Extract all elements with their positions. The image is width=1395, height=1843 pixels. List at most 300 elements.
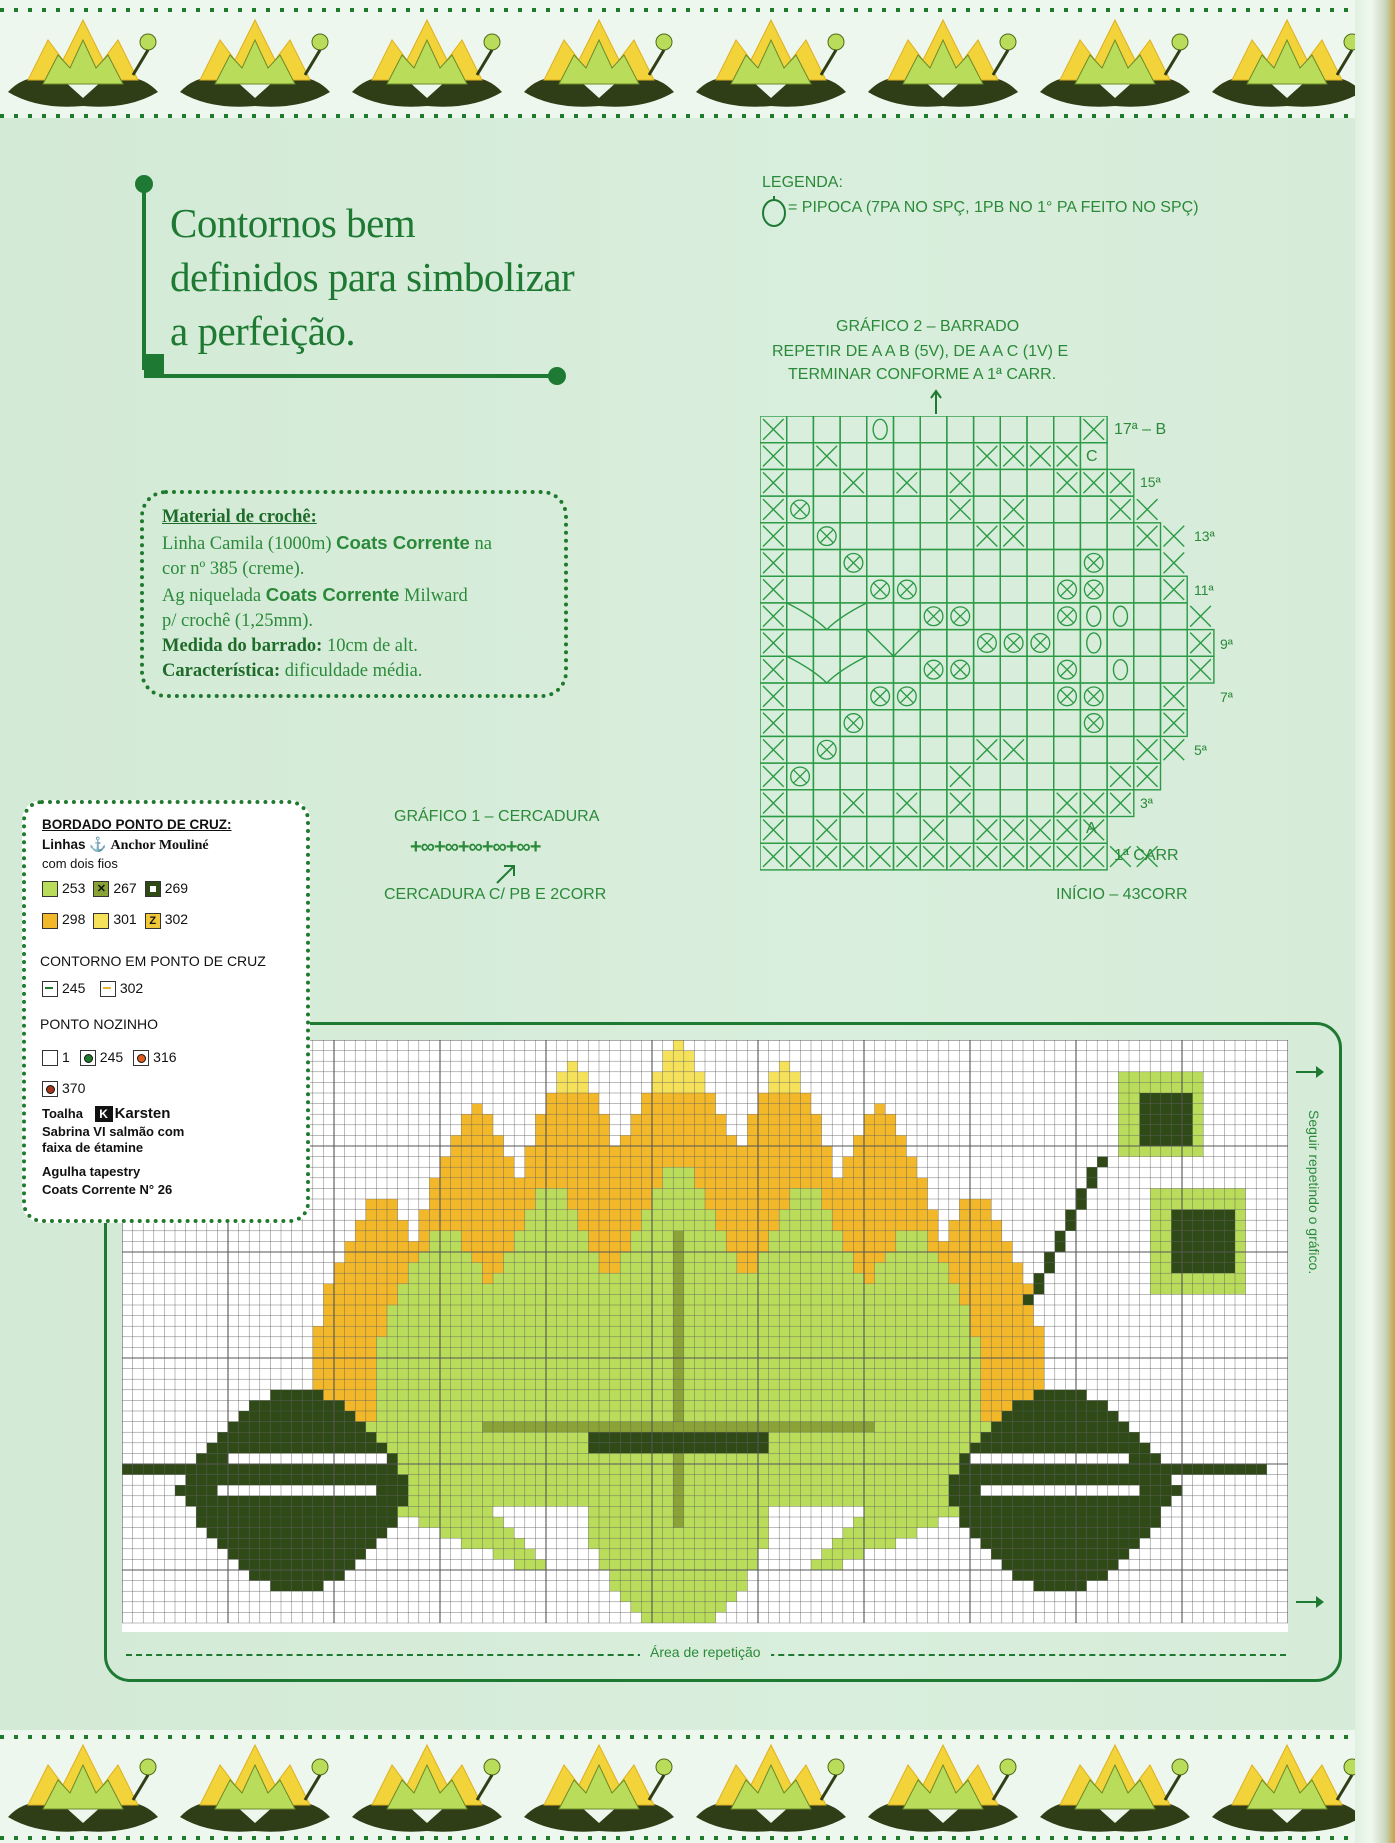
stitch-cell xyxy=(652,1464,663,1475)
stitch-cell xyxy=(1012,1570,1023,1581)
stitch-cell xyxy=(663,1178,674,1189)
stitch-cell xyxy=(525,1400,536,1411)
stitch-cell xyxy=(313,1326,324,1337)
stitch-cell xyxy=(938,1241,949,1252)
stitch-cell xyxy=(928,1358,939,1369)
stitch-cell xyxy=(472,1369,483,1380)
needle-2: Coats Corrente N° 26 xyxy=(42,1182,173,1197)
stitch-cell xyxy=(652,1082,663,1093)
stitch-cell xyxy=(557,1316,568,1327)
stitch-cell xyxy=(588,1347,599,1358)
crochet-circle-x xyxy=(898,687,917,706)
stitch-cell xyxy=(366,1528,377,1539)
stitch-cell xyxy=(323,1496,334,1507)
stitch-cell xyxy=(482,1135,493,1146)
stitch-cell xyxy=(239,1549,250,1560)
row-label-c: C xyxy=(1086,448,1098,465)
crochet-arc xyxy=(787,656,867,683)
stitch-cell xyxy=(875,1199,886,1210)
color-code: 253 xyxy=(62,880,86,896)
stitch-cell xyxy=(652,1549,663,1560)
stitch-cell xyxy=(673,1231,684,1242)
stitch-cell xyxy=(334,1496,345,1507)
stitch-cell xyxy=(366,1358,377,1369)
stitch-cell xyxy=(1034,1443,1045,1454)
stitch-cell xyxy=(1055,1517,1066,1528)
stitch-cell xyxy=(790,1485,801,1496)
stitch-cell xyxy=(599,1538,610,1549)
stitch-cell xyxy=(694,1231,705,1242)
stitch-cell xyxy=(631,1422,642,1433)
stitch-cell xyxy=(525,1379,536,1390)
stitch-cell xyxy=(514,1369,525,1380)
stitch-cell xyxy=(292,1475,303,1486)
stitch-cell xyxy=(186,1496,197,1507)
stitch-cell xyxy=(705,1157,716,1168)
crochet-x-stitch xyxy=(763,766,784,787)
pipoca-stitch-icon xyxy=(873,419,887,439)
stitch-cell xyxy=(514,1210,525,1221)
stitch-cell xyxy=(1108,1559,1119,1570)
stitch-cell xyxy=(1235,1188,1246,1199)
stitch-cell xyxy=(1171,1464,1182,1475)
stitch-cell xyxy=(928,1337,939,1348)
stitch-cell xyxy=(694,1496,705,1507)
stitch-cell xyxy=(599,1326,610,1337)
stitch-cell xyxy=(1182,1072,1193,1083)
stitch-cell xyxy=(949,1337,960,1348)
crochet-cell xyxy=(1134,630,1161,657)
stitch-cell xyxy=(493,1316,504,1327)
stitch-cell xyxy=(663,1570,674,1581)
stitch-cell xyxy=(525,1453,536,1464)
stitch-cell xyxy=(1214,1241,1225,1252)
stitch-cell xyxy=(1118,1453,1129,1464)
stitch-cell xyxy=(588,1210,599,1221)
material-line4: p/ crochê (1,25mm). xyxy=(162,611,314,631)
stitch-cell xyxy=(747,1400,758,1411)
stitch-cell xyxy=(472,1411,483,1422)
stitch-cell xyxy=(896,1485,907,1496)
stitch-cell xyxy=(864,1528,875,1539)
stitch-cell xyxy=(991,1517,1002,1528)
crochet-x-stitch xyxy=(763,579,784,600)
stitch-cell xyxy=(514,1305,525,1316)
lotus-inner xyxy=(1247,40,1327,84)
stitch-cell xyxy=(758,1464,769,1475)
stitch-cell xyxy=(896,1135,907,1146)
stitch-cell xyxy=(864,1390,875,1401)
stitch-cell xyxy=(663,1475,674,1486)
stitch-cell xyxy=(1002,1453,1013,1464)
stitch-cell xyxy=(440,1464,451,1475)
stitch-cell xyxy=(440,1241,451,1252)
lotus-inner xyxy=(731,1765,811,1809)
stitch-cell xyxy=(663,1252,674,1263)
stitch-cell xyxy=(440,1506,451,1517)
stitch-cell xyxy=(811,1114,822,1125)
stitch-cell xyxy=(769,1337,780,1348)
stitch-cell xyxy=(896,1475,907,1486)
stitch-cell xyxy=(758,1305,769,1316)
stitch-cell xyxy=(567,1273,578,1284)
stitch-cell xyxy=(811,1188,822,1199)
stitch-cell xyxy=(334,1273,345,1284)
crochet-x-stitch xyxy=(977,820,998,841)
stitch-cell xyxy=(716,1517,727,1528)
stitch-cell xyxy=(853,1453,864,1464)
stitch-cell xyxy=(376,1337,387,1348)
stitch-cell xyxy=(747,1453,758,1464)
lotus-bud xyxy=(312,1759,328,1775)
stitch-cell xyxy=(737,1157,748,1168)
stitch-cell xyxy=(864,1220,875,1231)
stitch-cell xyxy=(684,1570,695,1581)
crochet-circle-x xyxy=(871,687,890,706)
stitch-cell xyxy=(1140,1475,1151,1486)
stitch-cell xyxy=(345,1369,356,1380)
stitch-cell xyxy=(461,1135,472,1146)
stitch-cell xyxy=(779,1273,790,1284)
stitch-cell xyxy=(737,1528,748,1539)
stitch-cell xyxy=(1097,1485,1108,1496)
stitch-cell xyxy=(429,1358,440,1369)
stitch-cell xyxy=(610,1506,621,1517)
pipoca-stitch-icon xyxy=(1087,633,1101,653)
stitch-cell xyxy=(991,1305,1002,1316)
knot-swatch-icon xyxy=(42,1050,58,1066)
stitch-cell xyxy=(1235,1273,1246,1284)
stitch-cell xyxy=(1118,1104,1129,1115)
stitch-cell xyxy=(493,1443,504,1454)
stitch-cell xyxy=(1118,1082,1129,1093)
stitch-cell xyxy=(641,1432,652,1443)
stitch-cell xyxy=(991,1443,1002,1454)
stitch-cell xyxy=(599,1241,610,1252)
stitch-cell xyxy=(896,1464,907,1475)
stitch-cell xyxy=(949,1443,960,1454)
stitch-cell xyxy=(440,1231,451,1242)
stitch-cell xyxy=(875,1273,886,1284)
stitch-cell xyxy=(1076,1199,1087,1210)
stitch-cell xyxy=(546,1114,557,1125)
stitch-cell xyxy=(546,1294,557,1305)
stitch-cell xyxy=(546,1220,557,1231)
stitch-cell xyxy=(885,1422,896,1433)
stitch-cell xyxy=(822,1400,833,1411)
crochet-cell xyxy=(974,656,1001,683)
stitch-cell xyxy=(546,1231,557,1242)
stitch-cell xyxy=(281,1464,292,1475)
stitch-cell xyxy=(620,1294,631,1305)
stitch-cell xyxy=(673,1093,684,1104)
stitch-cell xyxy=(429,1475,440,1486)
stitch-cell xyxy=(482,1284,493,1295)
stitch-cell xyxy=(747,1422,758,1433)
stitch-cell xyxy=(1076,1496,1087,1507)
stitch-cell xyxy=(747,1316,758,1327)
stitch-cell xyxy=(747,1231,758,1242)
stitch-cell xyxy=(472,1157,483,1168)
stitch-cell xyxy=(631,1358,642,1369)
crochet-x-stitch xyxy=(1003,446,1024,467)
stitch-cell xyxy=(557,1231,568,1242)
stitch-cell xyxy=(684,1157,695,1168)
stitch-cell xyxy=(981,1337,992,1348)
stitch-cell xyxy=(398,1464,409,1475)
stitch-cell xyxy=(959,1411,970,1422)
stitch-cell xyxy=(970,1528,981,1539)
stitch-cell xyxy=(705,1316,716,1327)
stitch-cell xyxy=(1002,1347,1013,1358)
stitch-cell xyxy=(1129,1072,1140,1083)
stitch-cell xyxy=(345,1326,356,1337)
stitch-cell xyxy=(917,1506,928,1517)
stitch-cell xyxy=(758,1294,769,1305)
stitch-cell xyxy=(970,1422,981,1433)
stitch-cell xyxy=(376,1273,387,1284)
crochet-x-stitch xyxy=(1110,766,1131,787)
stitch-cell xyxy=(334,1358,345,1369)
stitch-cell xyxy=(1161,1263,1172,1274)
stitch-cell xyxy=(1140,1496,1151,1507)
stitch-cell xyxy=(196,1475,207,1486)
stitch-cell xyxy=(557,1485,568,1496)
stitch-cell xyxy=(906,1358,917,1369)
stitch-cell xyxy=(482,1326,493,1337)
stitch-cell xyxy=(398,1231,409,1242)
stitch-cell xyxy=(440,1422,451,1433)
stitch-cell xyxy=(228,1496,239,1507)
stitch-cell xyxy=(610,1146,621,1157)
stitch-cell xyxy=(620,1379,631,1390)
stitch-cell xyxy=(949,1273,960,1284)
stitch-cell xyxy=(663,1464,674,1475)
stitch-cell xyxy=(281,1517,292,1528)
stitch-cell xyxy=(981,1231,992,1242)
stitch-cell xyxy=(1023,1326,1034,1337)
stitch-cell xyxy=(1044,1400,1055,1411)
crochet-cell xyxy=(894,496,921,523)
stitch-cell xyxy=(694,1400,705,1411)
stitch-cell xyxy=(535,1284,546,1295)
stitch-cell xyxy=(1076,1559,1087,1570)
stitch-cell xyxy=(906,1464,917,1475)
stitch-cell xyxy=(811,1475,822,1486)
stitch-cell xyxy=(1087,1178,1098,1189)
stitch-cell xyxy=(461,1538,472,1549)
stitch-cell xyxy=(737,1167,748,1178)
stitch-cell xyxy=(673,1263,684,1274)
crochet-cell xyxy=(840,763,867,790)
stitch-cell xyxy=(652,1400,663,1411)
stitch-cell xyxy=(408,1475,419,1486)
stitch-cell xyxy=(981,1358,992,1369)
lotus-motif xyxy=(180,20,330,107)
stitch-cell xyxy=(864,1273,875,1284)
stitch-cell xyxy=(376,1284,387,1295)
stitch-cell xyxy=(875,1496,886,1507)
crochet-circle-x xyxy=(978,634,997,653)
stitch-cell xyxy=(1150,1199,1161,1210)
stitch-cell xyxy=(323,1411,334,1422)
stitch-cell xyxy=(620,1146,631,1157)
stitch-cell xyxy=(1087,1517,1098,1528)
crochet-x-stitch xyxy=(763,606,784,627)
stitch-cell xyxy=(1002,1358,1013,1369)
stitch-cell xyxy=(1214,1252,1225,1263)
stitch-cell xyxy=(599,1485,610,1496)
stitch-cell xyxy=(588,1178,599,1189)
lotus-stem xyxy=(1337,1775,1352,1800)
stitch-cell xyxy=(313,1411,324,1422)
stitch-cell xyxy=(864,1305,875,1316)
stitch-cell xyxy=(472,1422,483,1433)
stitch-cell xyxy=(1023,1485,1034,1496)
stitch-cell xyxy=(376,1528,387,1539)
stitch-cell xyxy=(705,1273,716,1284)
stitch-cell xyxy=(832,1231,843,1242)
stitch-cell xyxy=(917,1326,928,1337)
stitch-cell xyxy=(451,1252,462,1263)
stitch-cell xyxy=(323,1358,334,1369)
stitch-cell xyxy=(588,1263,599,1274)
stitch-cell xyxy=(684,1252,695,1263)
crochet-cell xyxy=(974,683,1001,710)
stitch-cell xyxy=(694,1358,705,1369)
stitch-cell xyxy=(864,1114,875,1125)
stitch-cell xyxy=(482,1294,493,1305)
stitch-cell xyxy=(472,1231,483,1242)
stitch-cell xyxy=(800,1422,811,1433)
stitch-cell xyxy=(737,1241,748,1252)
stitch-cell xyxy=(1182,1104,1193,1115)
stitch-cell xyxy=(949,1379,960,1390)
stitch-cell xyxy=(853,1337,864,1348)
stitch-cell xyxy=(906,1496,917,1507)
stitch-cell xyxy=(875,1390,886,1401)
stitch-cell xyxy=(557,1093,568,1104)
stitch-cell xyxy=(716,1411,727,1422)
stitch-cell xyxy=(588,1284,599,1295)
color-swatch-item xyxy=(145,911,188,928)
stitch-cell xyxy=(461,1199,472,1210)
stitch-cell xyxy=(1034,1358,1045,1369)
stitch-cell xyxy=(578,1199,589,1210)
crochet-cell xyxy=(1027,656,1054,683)
stitch-cell xyxy=(514,1220,525,1231)
stitch-cell xyxy=(610,1188,621,1199)
stitch-cell xyxy=(917,1273,928,1284)
stitch-cell xyxy=(567,1294,578,1305)
stitch-cell xyxy=(504,1443,515,1454)
stitch-cell xyxy=(525,1199,536,1210)
stitch-cell xyxy=(875,1379,886,1390)
lotus-stem xyxy=(649,1775,664,1800)
stitch-cell xyxy=(737,1284,748,1295)
stitch-cell xyxy=(419,1517,430,1528)
stitch-cell xyxy=(1118,1443,1129,1454)
stitch-cell xyxy=(1055,1559,1066,1570)
stitch-cell xyxy=(928,1464,939,1475)
stitch-cell xyxy=(769,1347,780,1358)
color-code: 298 xyxy=(62,911,86,928)
stitch-cell xyxy=(694,1591,705,1602)
stitch-cell xyxy=(525,1273,536,1284)
stitch-cell xyxy=(853,1220,864,1231)
stitch-cell xyxy=(249,1538,260,1549)
stitch-cell xyxy=(726,1506,737,1517)
stitch-cell xyxy=(673,1167,684,1178)
stitch-cell xyxy=(726,1252,737,1263)
stitch-cell xyxy=(726,1167,737,1178)
stitch-cell xyxy=(641,1591,652,1602)
stitch-cell xyxy=(853,1210,864,1221)
crochet-x-stitch xyxy=(1137,739,1158,760)
lotus-motif xyxy=(868,1745,1018,1832)
stitch-cell xyxy=(928,1496,939,1507)
stitch-cell xyxy=(631,1220,642,1231)
stitch-cell xyxy=(1044,1411,1055,1422)
stitch-cell xyxy=(652,1453,663,1464)
lotus-motif xyxy=(1040,1745,1190,1832)
stitch-cell xyxy=(588,1146,599,1157)
stitch-cell xyxy=(249,1400,260,1411)
stitch-cell xyxy=(610,1305,621,1316)
stitch-cell xyxy=(885,1178,896,1189)
stitch-cell xyxy=(779,1241,790,1252)
lotus-bud xyxy=(1000,1759,1016,1775)
stitch-cell xyxy=(694,1093,705,1104)
stitch-cell xyxy=(663,1591,674,1602)
stitch-cell xyxy=(292,1443,303,1454)
stitch-cell xyxy=(345,1379,356,1390)
stitch-cell xyxy=(758,1369,769,1380)
stitch-cell xyxy=(493,1496,504,1507)
stitch-cell xyxy=(620,1570,631,1581)
stitch-cell xyxy=(281,1390,292,1401)
stitch-cell xyxy=(631,1210,642,1221)
stitch-cell xyxy=(1140,1453,1151,1464)
stitch-cell xyxy=(1065,1443,1076,1454)
stitch-cell xyxy=(1002,1369,1013,1380)
stitch-cell xyxy=(832,1178,843,1189)
stitch-cell xyxy=(567,1453,578,1464)
stitch-cell xyxy=(1150,1475,1161,1486)
stitch-cell xyxy=(1002,1549,1013,1560)
stitch-cell xyxy=(843,1337,854,1348)
stitch-cell xyxy=(567,1178,578,1189)
stitch-cell xyxy=(843,1178,854,1189)
stitch-cell xyxy=(1161,1241,1172,1252)
stitch-cell xyxy=(747,1528,758,1539)
stitch-cell xyxy=(281,1400,292,1411)
crochet-x-stitch xyxy=(763,820,784,841)
stitch-cell xyxy=(822,1231,833,1242)
stitch-cell xyxy=(249,1443,260,1454)
stitch-cell xyxy=(716,1263,727,1274)
stitch-cell xyxy=(652,1241,663,1252)
stitch-cell xyxy=(482,1316,493,1327)
stitch-cell xyxy=(610,1411,621,1422)
stitch-cell xyxy=(610,1231,621,1242)
stitch-cell xyxy=(451,1263,462,1274)
stitch-cell xyxy=(313,1517,324,1528)
stitch-cell xyxy=(599,1114,610,1125)
stitch-cell xyxy=(440,1305,451,1316)
stitch-cell xyxy=(228,1464,239,1475)
stitch-cell xyxy=(1023,1305,1034,1316)
